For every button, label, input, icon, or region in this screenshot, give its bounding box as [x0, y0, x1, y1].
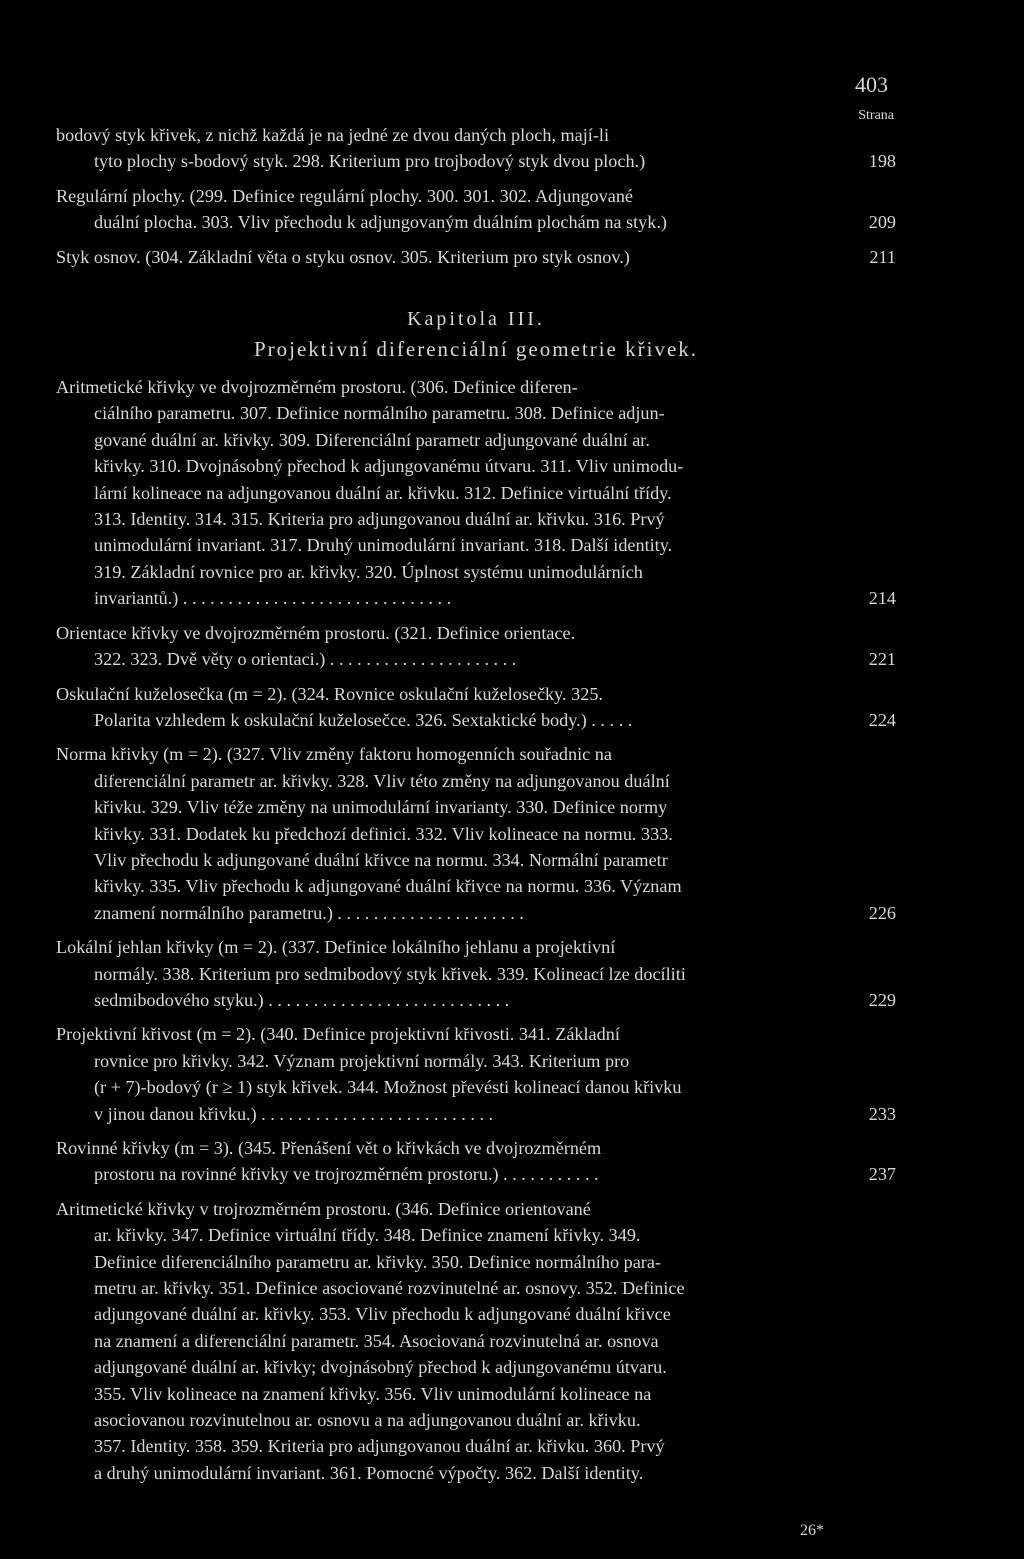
toc-entry-line: Styk osnov. (304. Základní věta o styku osnov. 305. Kriterium pro styk osnov.) — [56, 246, 630, 267]
table-of-contents — [56, 122, 896, 1486]
toc-entry-lokalni-jehlan — [56, 934, 896, 1013]
toc-entry-line: lární kolineace na adjungovanou duální ar. křivku. 312. Definice virtuální třídy. — [94, 482, 672, 503]
toc-entry-line: znamení normálního parametru.) . . . . . . . . . . . . . . . . . . . . . — [94, 902, 524, 923]
toc-chapter-section — [56, 374, 896, 1486]
toc-entry-line: unimodulární invariant. 317. Druhý unimodulární invariant. 318. Další identity. — [94, 535, 673, 556]
toc-entry-styk-osnov — [56, 244, 896, 270]
strana-label: Strana — [858, 108, 894, 123]
toc-entry-line: 313. Identity. 314. 315. Kriteria pro adjungovanou duální ar. křivku. 316. Prvý — [94, 509, 665, 530]
toc-entry-line: a druhý unimodulární invariant. 361. Pomocné výpočty. 362. Další identity. — [94, 1462, 644, 1483]
toc-entry-line: sedmibodového styku.) . . . . . . . . . . . . . . . . . . . . . . . . . . . — [94, 989, 510, 1010]
toc-entry-aritm-troj — [56, 1196, 896, 1486]
toc-page-number: 229 — [868, 989, 896, 1010]
toc-entry-line: Projektivní křivost (m = 2). (340. Definice projektivní křivosti. 341. Základní — [56, 1024, 620, 1045]
toc-entry-oskulacni — [56, 681, 896, 734]
toc-entry-line: adjungované duální ar. křivky; dvojnásobný přechod k adjungovanému útvaru. — [94, 1357, 667, 1378]
toc-entry-line: Aritmetické křivky v trojrozměrném prostoru. (346. Definice orientované — [56, 1198, 591, 1219]
toc-entry-line: 355. Vliv kolineace na znamení křivky. 356. Vliv unimodulární kolineace na — [94, 1383, 652, 1404]
toc-entry-line: Orientace křivky ve dvojrozměrném prostoru. (321. Definice orientace. — [56, 622, 576, 643]
toc-entry-line: Polarita vzhledem k oskulační kuželosečce. 326. Sextaktické body.) . . . . . — [94, 709, 633, 730]
toc-page-number: 221 — [868, 649, 896, 670]
toc-entry-line: ciálního parametru. 307. Definice normálního parametru. 308. Definice adjun- — [94, 403, 665, 424]
toc-page-number: 211 — [869, 246, 896, 267]
toc-entry-rovinne — [56, 1135, 896, 1188]
toc-page-number: 237 — [868, 1164, 896, 1185]
signature-mark: 26* — [800, 1522, 824, 1539]
toc-entry-line: normály. 338. Kriterium pro sedmibodový styk křivek. 339. Kolineací lze docíliti — [94, 963, 686, 984]
toc-page-number: 224 — [868, 709, 896, 730]
toc-entry-line: 357. Identity. 358. 359. Kriteria pro adjungovanou duální ar. křivku. 360. Prvý — [94, 1436, 665, 1457]
toc-entry-line: 322. 323. Dvě věty o orientaci.) . . . . . . . . . . . . . . . . . . . . . — [94, 649, 517, 670]
toc-entry-line: na znamení a diferenciální parametr. 354. Asociovaná rozvinutelná ar. osnova — [94, 1330, 659, 1351]
toc-page-number: 233 — [868, 1103, 896, 1124]
toc-entry-line: duální plocha. 303. Vliv přechodu k adjungovaným duálním plochám na styk.) — [94, 212, 667, 233]
toc-entry-line: (r + 7)-bodový (r ≥ 1) styk křivek. 344. Možnost převésti kolineací danou křivku — [94, 1077, 682, 1098]
toc-entry-line: křivky. 335. Vliv přechodu k adjungované duální křivce na normu. 336. Význam — [94, 876, 682, 897]
toc-entry-line: prostoru na rovinné křivky ve trojrozměrném prostoru.) . . . . . . . . . . . — [94, 1164, 599, 1185]
toc-entry-norma — [56, 741, 896, 926]
toc-page-number: 226 — [868, 902, 896, 923]
toc-entry-line: Aritmetické křivky ve dvojrozměrném prostoru. (306. Definice diferen- — [56, 377, 578, 398]
toc-page-number: 198 — [868, 151, 896, 172]
toc-entry-line: Regulární plochy. (299. Definice regulární plochy. 300. 301. 302. Adjungované — [56, 185, 633, 206]
toc-entry-line: diferenciální parametr ar. křivky. 328. Vliv této změny na adjungovanou duální — [94, 770, 670, 791]
toc-entry-continuation — [56, 122, 896, 175]
toc-entry-regularni — [56, 183, 896, 236]
toc-entry-line: metru ar. křivky. 351. Definice asociované rozvinutelné ar. osnovy. 352. Definice — [94, 1278, 685, 1299]
toc-entry-line: gované duální ar. křivky. 309. Diferenciální parametr adjungované duální ar. — [94, 429, 650, 450]
toc-page-number: 209 — [868, 212, 896, 233]
toc-entry-line: Lokální jehlan křivky (m = 2). (337. Definice lokálního jehlanu a projektivní — [56, 937, 616, 958]
toc-entry-line: křivky. 331. Dodatek ku předchozí definici. 332. Vliv kolineace na normu. 333. — [94, 823, 673, 844]
toc-entry-line: ar. křivky. 347. Definice virtuální třídy. 348. Definice znamení křivky. 349. — [94, 1225, 641, 1246]
chapter-title: Projektivní diferenciální geometrie křivek. — [253, 337, 699, 362]
toc-entry-line: asociovanou rozvinutelnou ar. osnovu a na adjungovanou duální ar. křivku. — [94, 1410, 641, 1431]
toc-entry-line: Vliv přechodu k adjungované duální křivce na normu. 334. Normální parametr — [94, 849, 668, 870]
toc-entry-line: invariantů.) . . . . . . . . . . . . . . . . . . . . . . . . . . . . . . — [94, 588, 452, 609]
toc-entry-projektivni-krivost — [56, 1021, 896, 1127]
toc-entry-line: tyto plochy s-bodový styk. 298. Kriterium pro trojbodový styk dvou ploch.) — [94, 151, 646, 172]
toc-entry-line: Norma křivky (m = 2). (327. Vliv změny faktoru homogenních souřadnic na — [56, 744, 612, 765]
toc-entry-line: Definice diferenciálního parametru ar. křivky. 350. Definice normálního para- — [94, 1251, 661, 1272]
chapter-label: Kapitola III. — [407, 308, 545, 331]
toc-entry-line: v jinou danou křivku.) . . . . . . . . . . . . . . . . . . . . . . . . . . — [94, 1103, 494, 1124]
toc-entry-aritm-dvoj — [56, 374, 896, 612]
page-number: 403 — [855, 72, 888, 97]
toc-top-section — [56, 122, 896, 270]
toc-entry-line: 319. Základní rovnice pro ar. křivky. 320. Úplnost systému unimodulárních — [94, 561, 643, 582]
toc-entry-line: Rovinné křivky (m = 3). (345. Přenášení vět o křivkách ve dvojrozměrném — [56, 1138, 602, 1158]
toc-page-number: 214 — [868, 588, 896, 609]
toc-entry-line: Oskulační kuželosečka (m = 2). (324. Rovnice oskulační kuželosečky. 325. — [56, 683, 603, 704]
toc-entry-line: adjungované duální ar. křivky. 353. Vliv přechodu k adjungované duální křivce — [94, 1304, 671, 1325]
toc-entry-line: rovnice pro křivky. 342. Význam projektivní normály. 343. Kriterium pro — [94, 1050, 630, 1071]
toc-entry-line: křivky. 310. Dvojnásobný přechod k adjungovanému útvaru. 311. Vliv unimodu- — [94, 456, 684, 477]
toc-entry-line: křivku. 329. Vliv téže změny na unimodulární invarianty. 330. Definice normy — [94, 797, 668, 818]
toc-entry-line: bodový styk křivek, z nichž každá je na jedné ze dvou daných ploch, mají-li — [56, 125, 610, 145]
toc-entry-orientace — [56, 620, 896, 673]
